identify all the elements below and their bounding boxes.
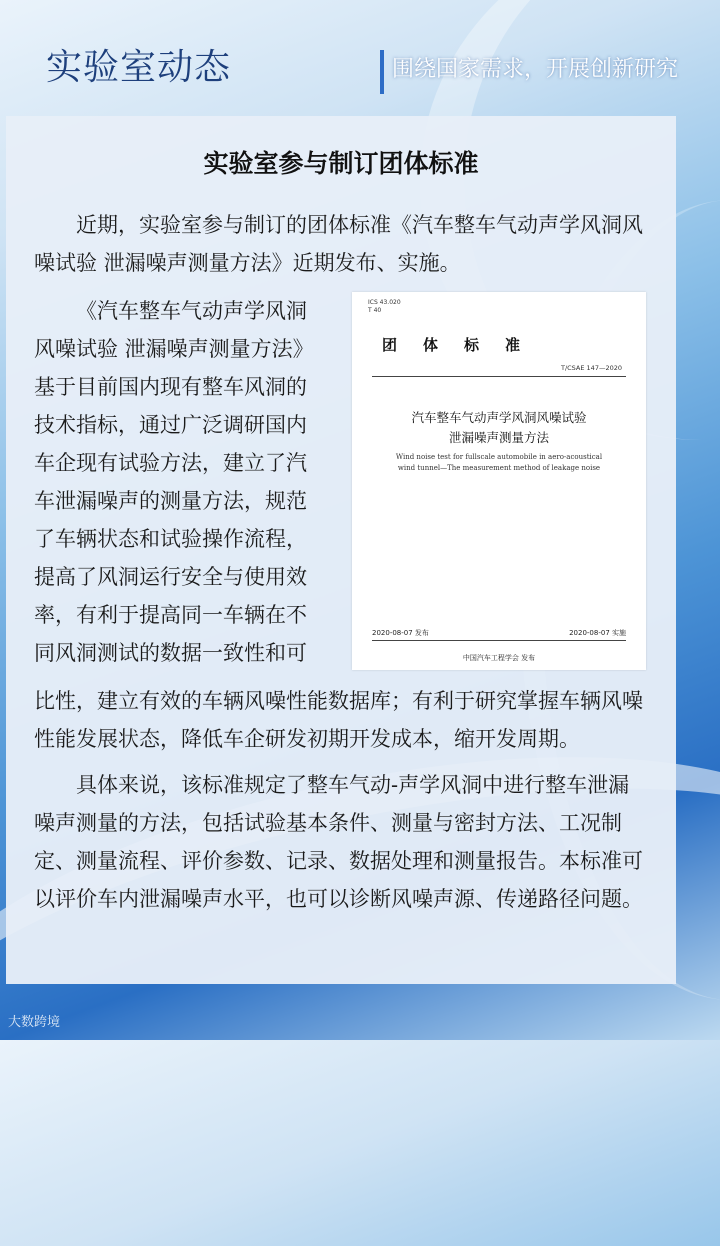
doc-heading: 团体标准 <box>382 336 547 354</box>
doc-title-en: Wind noise test for fullscale automobile in aero-acoustical wind tunnel—The measurement method of leakage noise <box>395 453 603 472</box>
doc-title-cn-line1: 汽车整车气动声学风洞风噪试验 <box>411 410 587 425</box>
paragraph-description-continued: 比性，建立有效的车辆风噪性能数据库；有利于研究掌握车辆风噪性能发展状态，降低车企研发初期开发成本，缩开发周期。 <box>34 689 643 751</box>
header-divider <box>380 50 384 94</box>
doc-title-cn-line2: 泄漏噪声测量方法 <box>448 430 549 445</box>
doc-rule <box>372 376 626 377</box>
doc-publish-date: 2020-08-07 发布 <box>372 629 429 637</box>
doc-implement-date: 2020-08-07 实施 <box>569 629 626 637</box>
doc-ccs-code: T 40 <box>368 307 382 314</box>
doc-rule <box>372 640 626 641</box>
paragraph-intro: 近期，实验室参与制订的团体标准《汽车整车气动声学风洞风噪试验 泄漏噪声测量方法》近期发布、实施。 <box>34 213 643 275</box>
doc-ics-code: ICS 43.020 <box>368 299 401 306</box>
doc-standard-number: T/CSAE 147—2020 <box>560 364 622 372</box>
section-title: 实验室动态 <box>46 47 232 88</box>
doc-issuer: 中国汽车工程学会 发布 <box>462 654 536 662</box>
doc-title-cn <box>352 408 646 448</box>
watermark-text: 大数跨境 <box>8 1015 61 1030</box>
paragraph-details: 具体来说，该标准规定了整车气动-声学风洞中进行整车泄漏噪声测量的方法，包括试验基本条件、测量与密封方法、工况制定、测量流程、评价参数、记录、数据处理和测量报告。本标准可以评价车内泄漏噪声水平，也可以诊断风噪声源、传递路径问题。 <box>34 773 643 911</box>
standard-cover-image <box>352 292 646 670</box>
section-slogan: 围绕国家需求，开展创新研究 <box>392 57 679 82</box>
paragraph-description: 《汽车整车气动声学风洞风噪试验 泄漏噪声测量方法》基于目前国内现有整车风洞的技术指标，通过广泛调研国内车企现有试验方法，建立了汽车泄漏噪声的测量方法，规范了车辆状态和试验操作流程，提高了风洞运行安全与使用效率，有利于提高同一车辆在不同风洞测试的数据一致性和可 <box>34 299 314 665</box>
article-title: 实验室参与制订团体标准 <box>203 149 479 178</box>
